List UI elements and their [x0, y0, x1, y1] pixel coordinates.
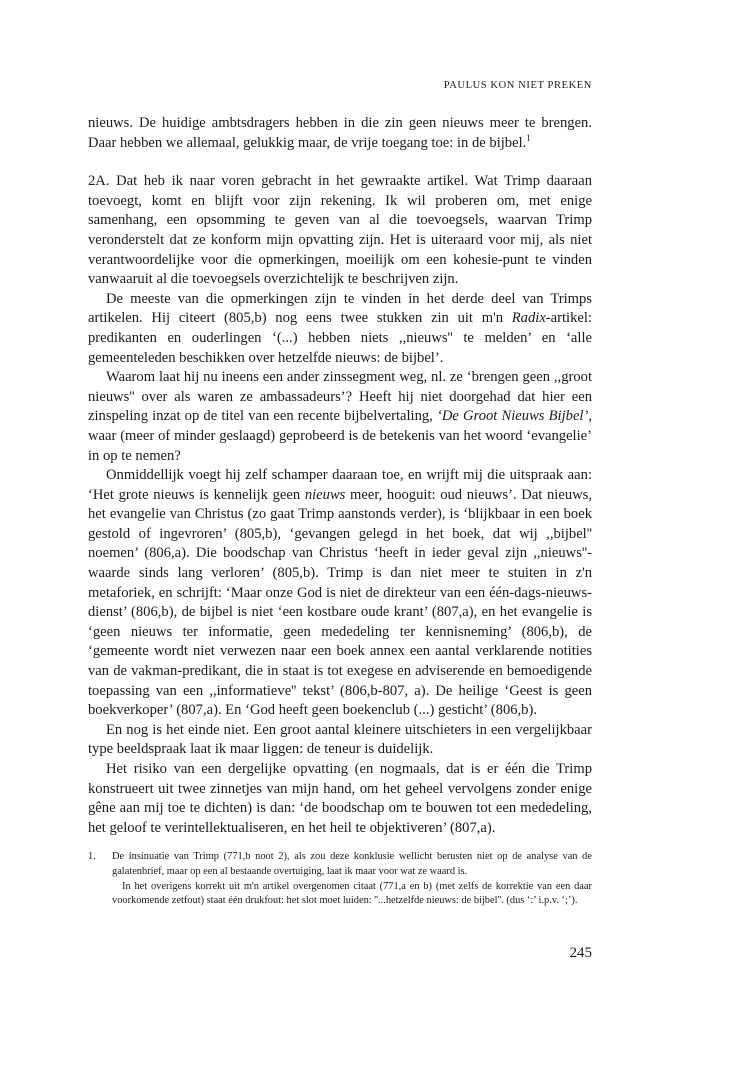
paragraph-0-text: nieuws. De huidige ambtsdragers hebben in die zin geen nieuws meer te brengen. Daar hebben we allemaal, gelukkig maar, de vrije toegang toe: in de bijbel.	[88, 115, 592, 151]
paragraph-4-text-a: Onmiddellijk voegt hij zelf schamper daaraan toe, en wrijft mij die uitspraak aan: ‘Het grote nieuws is kennelijk geen	[88, 467, 592, 503]
footnote-paragraph-2: In het overigens korrekt uit m'n artikel overgenomen citaat (771,a en b) (met zelfs de korrektie van een daar voorkomende zetfout) staat één drukfout: het slot moet luiden: ''...hetzelfde nieuws: de bijbel''. (dus ‘:’ i.p.v. ‘;’).	[112, 880, 592, 907]
paragraph-2	[88, 290, 592, 368]
paragraph-3-text-a: Waarom laat hij nu ineens een ander zinssegment weg, nl. ze ‘brengen geen ,,groot nieuws'' over als waren ze ambassadeurs’? Heeft hij niet doorgehad dat hier een zinspeling inzat op de titel van een recente bijbelvertaling,	[88, 369, 592, 425]
paragraph-2-text-b: -artikel: predikanten en ouderlingen ‘(...) hebben niets ,,nieuws'' te melden’ en ‘alle gemeenteleden beschikken over hetzelfde nieuws: de bijbel’.	[88, 310, 592, 366]
paragraph-5: En nog is het einde niet. Een groot aantal kleinere uitschieters in een vergelijkbaar type beeldspraak laat ik maar liggen: de teneur is duidelijk.	[88, 721, 592, 758]
body-text	[88, 114, 592, 838]
footnote-number: 1.	[88, 851, 96, 862]
page	[88, 0, 592, 1068]
footnote-text	[112, 850, 592, 909]
paragraph-4-text-b: meer, hooguit: oud nieuws’. Dat nieuws, het evangelie van Christus (zo gaat Trimp aanstonds verder), is ‘blijkbaar in een boek gestold of ingevroren’ (805,b), ‘gevangen gelegd in het boek, dat wij ,,bijbel'' noemen’ (806,a). Die boodschap van Christus ‘heeft in ieder geval zijn ,,nieuws''-waarde sinds lang verloren’ (805,b). Trimp is dan niet meer te stuiten in z'n metaforiek, en schrijft: ‘Maar onze God is niet de direkteur van een één-dags-nieuws-dienst’ (806,b), de bijbel is niet ‘een kostbare oude krant’ (807,a), en het evangelie is ‘geen nieuws ter informatie, geen mededeling ter kennisneming’ (806,b), de ‘gemeente wordt niet verwezen naar een boek annex een aantal verklarende notities van de vakman-predikant, die in staat is tot exegese en adviserende en bemoedigende toepassing van een ,,informatieve'' tekst’ (806,b-807, a). De heilige ‘Geest is geen boekverkoper’ (807,a). En ‘God heeft geen boekenclub (...) gesticht’ (806,b).	[88, 486, 592, 719]
footnote-paragraph-1: De insinuatie van Trimp (771,b noot 2), als zou deze konklusie wellicht berusten niet op de analyse van de galatenbrief, maar op een al bestaande overtuiging, laat ik maar voor wat ze waard is.	[112, 851, 592, 877]
paragraph-3-text-b: waar (meer of minder geslaagd) geprobeerd is de betekenis van het woord ‘evangelie’ in op te nemen?	[88, 427, 592, 464]
paragraph-4-italic: nieuws	[304, 486, 346, 503]
running-head: PAULUS KON NIET PREKEN	[443, 80, 592, 91]
paragraph-3-italic: ‘De Groot Nieuws Bijbel’,	[437, 408, 592, 425]
paragraph-3	[88, 368, 592, 466]
paragraph-0	[88, 114, 592, 153]
paragraph-6: Het risiko van een dergelijke opvatting (en nogmaals, dat is er één die Trimp konstrueert uit twee zinnetjes van mijn hand, om het geheel vervolgens zonder enige gêne aan mij toe te dichten) is dan: ‘de boodschap om te bouwen tot een mededeling, het geloof te verintellektualiseren, en het heil te objektiveren’ (807,a).	[88, 761, 592, 836]
footnote-reference: 1	[526, 132, 531, 143]
page-number: 245	[569, 945, 592, 961]
paragraph-section-2a: 2A. Dat heb ik naar voren gebracht in het gewraakte artikel. Wat Trimp daaraan toevoegt, komt en blijft voor zijn rekening. Ik wil proberen om, met enige samenhang, een opsomming te geven van al die toevoegsels, waarvan Trimp veronderstelt dat ze konform mijn opvatting zijn. Het is uiteraard voor mij, als niet verantwoordelijke voor die opmerkingen, moeilijk om een kohesie-punt te vinden vanwaaruit al die toevoegsels overzichtelijk te beschrijven zijn.	[88, 173, 592, 288]
paragraph-2-text-a: De meeste van die opmerkingen zijn te vinden in het derde deel van Trimps artikelen. Hij citeert (805,b) nog eens twee stukken zin uit m'n	[88, 290, 592, 327]
paragraph-2-italic: Radix	[511, 310, 546, 327]
paragraph-4	[88, 466, 592, 721]
footnote-1	[88, 850, 592, 909]
footnotes	[88, 850, 592, 909]
